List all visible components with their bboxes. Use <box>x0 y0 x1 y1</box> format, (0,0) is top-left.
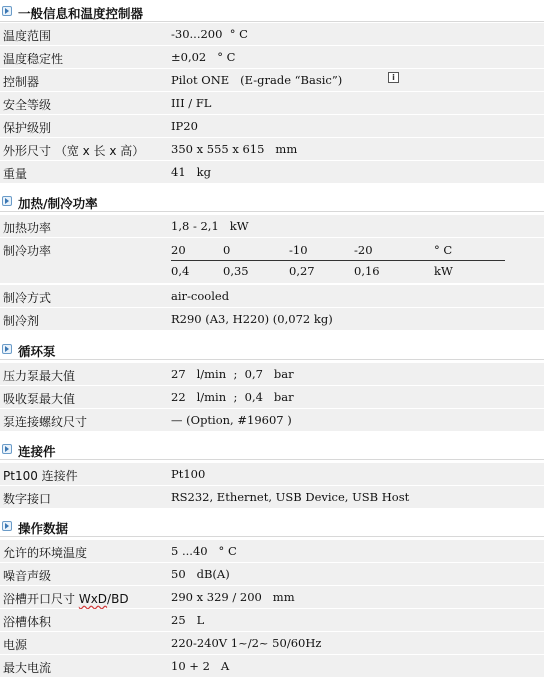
spec-label: 压力泵最大值 <box>3 369 76 383</box>
spec-label: 制冷剂 <box>3 314 40 328</box>
spec-row <box>0 463 544 486</box>
spec-label: 加热功率 <box>3 221 52 235</box>
spec-label: Pt100 连接件 <box>3 469 78 483</box>
temperature-line <box>171 240 505 261</box>
spec-label: 制冷功率 <box>3 244 52 258</box>
spec-row <box>0 609 544 632</box>
spec-value: air-cooled <box>171 289 230 303</box>
spec-row <box>0 386 544 409</box>
temperature-unit: ° C <box>434 243 453 257</box>
spec-row <box>0 285 544 308</box>
spec-row <box>0 486 544 509</box>
temperature-cell: -10 <box>289 243 308 257</box>
spec-value: R290 (A3, H220) (0,072 kg) <box>171 312 333 326</box>
spec-label: 最大电流 <box>3 661 52 675</box>
cooling-power-row <box>0 238 544 284</box>
triangle-right-icon <box>2 6 12 16</box>
spec-label: 重量 <box>3 167 28 181</box>
spellcheck-flagged-text: WxD <box>78 592 108 606</box>
spec-label: 噪音声级 <box>3 569 52 583</box>
power-cell: 0,4 <box>171 264 190 278</box>
spec-row <box>0 540 544 563</box>
power-unit: kW <box>434 264 453 278</box>
info-icon[interactable]: i <box>388 72 399 83</box>
spec-value: 27 l/min ; 0,7 bar <box>171 367 294 381</box>
label-part: /BD <box>107 592 129 606</box>
spec-row <box>0 655 544 678</box>
power-cell: 0,27 <box>289 264 315 278</box>
spec-label <box>3 590 163 607</box>
section-title: 循环泵 <box>18 344 56 359</box>
spec-row <box>0 69 544 92</box>
temperature-cell: 0 <box>223 243 231 257</box>
spec-value: 41 kg <box>171 165 211 179</box>
spec-value: 50 dB(A) <box>171 567 230 581</box>
spec-value: 5 ...40 ° C <box>171 544 237 558</box>
spec-label: 外形尺寸 （宽 x 长 x 高） <box>3 144 145 158</box>
cooling-power-table <box>171 240 505 281</box>
section-general[interactable] <box>0 2 544 22</box>
spec-row <box>0 161 544 184</box>
spec-value: RS232, Ethernet, USB Device, USB Host <box>171 490 410 504</box>
spec-value: 290 x 329 / 200 mm <box>171 590 295 604</box>
spec-row <box>0 632 544 655</box>
spec-row <box>0 409 544 432</box>
power-cell: 0,16 <box>354 264 380 278</box>
section-title: 操作数据 <box>18 521 69 536</box>
section-connections[interactable] <box>0 440 544 460</box>
triangle-right-icon <box>2 521 12 531</box>
section-pump[interactable] <box>0 340 544 360</box>
spec-label: 保护级别 <box>3 121 52 135</box>
spec-label: 温度范围 <box>3 29 52 43</box>
spec-label: 浴槽体积 <box>3 615 52 629</box>
spec-label: 泵连接螺纹尺寸 <box>3 415 88 429</box>
spec-value: 1,8 - 2,1 kW <box>171 219 249 233</box>
triangle-right-icon <box>2 444 12 454</box>
section-title: 连接件 <box>18 444 56 459</box>
spec-row <box>0 23 544 46</box>
spec-row <box>0 115 544 138</box>
section-title: 加热/制冷功率 <box>18 196 98 211</box>
spec-value: — (Option, #19607 ) <box>171 413 292 427</box>
section-title: 一般信息和温度控制器 <box>18 6 144 21</box>
triangle-right-icon <box>2 196 12 206</box>
spec-value: III / FL <box>171 96 212 110</box>
section-operating[interactable] <box>0 517 544 537</box>
section-heating-cooling[interactable] <box>0 192 544 212</box>
spec-row <box>0 308 544 331</box>
spec-row <box>0 138 544 161</box>
spec-label: 制冷方式 <box>3 291 52 305</box>
spec-label: 电源 <box>3 638 28 652</box>
power-line <box>171 261 505 281</box>
temperature-cell: 20 <box>171 243 186 257</box>
spec-label: 控制器 <box>3 75 40 89</box>
spec-row <box>0 92 544 115</box>
spec-value: Pt100 <box>171 467 206 481</box>
spec-value: IP20 <box>171 119 198 133</box>
spec-row <box>0 563 544 586</box>
temperature-cell: -20 <box>354 243 373 257</box>
spec-value: 10 + 2 A <box>171 659 230 673</box>
spec-label: 数字接口 <box>3 492 52 506</box>
label-part: 浴槽开口尺寸 <box>3 592 79 606</box>
spec-row <box>0 215 544 238</box>
spec-value: -30...200 ° C <box>171 27 248 41</box>
spec-value: ±0,02 ° C <box>171 50 236 64</box>
power-cell: 0,35 <box>223 264 249 278</box>
spec-row <box>0 586 544 609</box>
spec-label: 吸收泵最大值 <box>3 392 76 406</box>
spec-value: 25 L <box>171 613 205 627</box>
spec-label: 温度稳定性 <box>3 52 64 66</box>
spec-row <box>0 46 544 69</box>
spec-value: 350 x 555 x 615 mm <box>171 142 298 156</box>
triangle-right-icon <box>2 344 12 354</box>
spec-label: 允许的环境温度 <box>3 546 88 560</box>
spec-value: Pilot ONE (E-grade “Basic”) <box>171 73 343 87</box>
spec-value: 22 l/min ; 0,4 bar <box>171 390 294 404</box>
spec-row <box>0 363 544 386</box>
spec-label: 安全等级 <box>3 98 52 112</box>
spec-value: 220-240V 1~/2~ 50/60Hz <box>171 636 322 650</box>
